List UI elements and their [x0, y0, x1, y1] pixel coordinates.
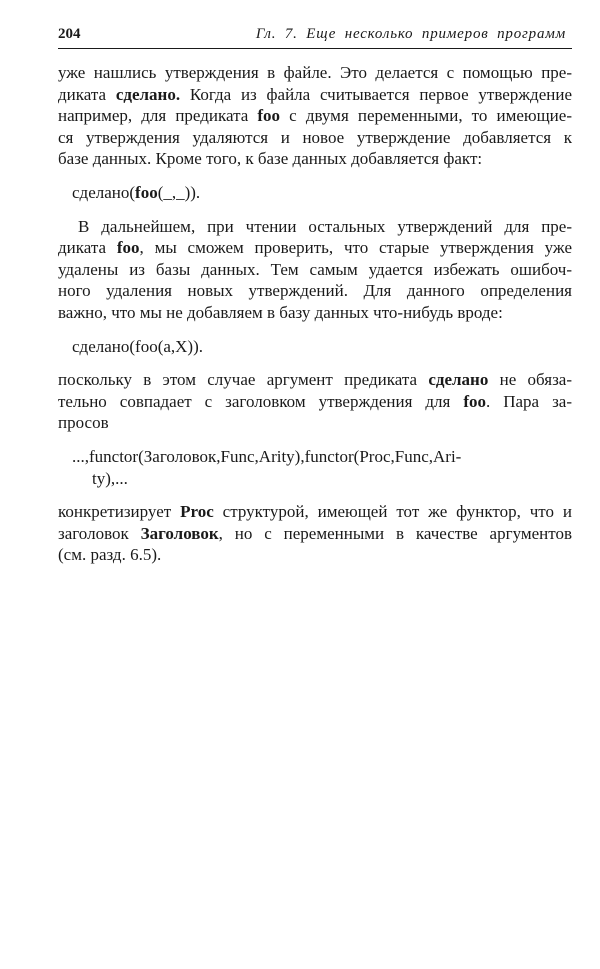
text-run: . Пара за- — [486, 391, 572, 411]
text-run: например, для предиката — [58, 106, 258, 126]
text-line — [58, 391, 572, 413]
bold-term: foo — [135, 182, 158, 202]
code-example-3 — [58, 446, 572, 489]
code-run: сделано( — [72, 182, 136, 202]
text-line — [58, 105, 572, 127]
text-line: удалены из базы данных. Тем самым удается избежать ошибоч- — [58, 259, 572, 279]
text-run: поскольку в этом случае аргумент предиката — [58, 370, 429, 390]
bold-term: сделано — [428, 370, 489, 390]
paragraph-2 — [58, 216, 572, 324]
text-line: уже нашлись утверждения в файле. Это делается с помощью пре- — [58, 63, 572, 82]
bold-term: foo — [257, 106, 281, 126]
paragraph-1 — [58, 62, 572, 170]
text-line: важно, что мы не добавляем в базу данных что-нибудь вроде: — [58, 302, 503, 322]
page-number: 204 — [58, 26, 81, 42]
text-run: , но с переменными в качестве аргументов — [218, 523, 572, 543]
bold-term: foo — [116, 238, 140, 258]
bold-term: foo — [463, 391, 486, 411]
text-run: не обяза- — [488, 370, 572, 390]
text-line: (см. разд. 6.5). — [58, 545, 162, 565]
running-title: Гл. 7. Еще несколько примеров программ — [255, 26, 566, 42]
bold-term: Заголовок — [140, 523, 219, 543]
text-line: ся утверждения удаляются и новое утверждение добавляется к — [58, 127, 572, 147]
text-run: Когда из файла считывается первое утверждение — [180, 84, 572, 104]
paragraph-4 — [58, 501, 572, 566]
bold-term: сделано. — [115, 84, 181, 104]
text-line — [58, 501, 572, 523]
text-line — [58, 237, 572, 259]
text-run: , мы сможем проверить, что старые утверждения уже — [139, 238, 572, 258]
text-line — [58, 369, 572, 391]
code-run: (_,_)). — [157, 182, 201, 202]
code-line: ...,functor(Заголовок,Func,Arity),functor(Proc,Func,Ari- — [72, 446, 462, 466]
text-run: диката — [58, 238, 117, 258]
text-line: В дальнейшем, при чтении остальных утверждений для пре- — [78, 216, 572, 236]
text-line — [58, 523, 572, 545]
text-run: диката — [58, 84, 116, 104]
text-run: заголовок — [58, 523, 141, 543]
page-header — [58, 26, 572, 49]
code-example-2: сделано(foo(a,X)). — [72, 336, 203, 356]
text-run: конкретизирует — [58, 502, 181, 522]
page-body — [58, 62, 572, 566]
paragraph-3 — [58, 369, 572, 434]
text-run: тельно совпадает с заголовком утверждения для — [58, 391, 464, 411]
code-example-1 — [58, 182, 572, 204]
text-line: ного удаления новых утверждений. Для данного определения — [58, 281, 572, 301]
text-line — [58, 84, 572, 106]
bold-term: Proc — [180, 502, 214, 522]
text-line: просов — [58, 413, 109, 433]
text-line: базе данных. Кроме того, к базе данных добавляется факт: — [58, 149, 483, 169]
text-run: структурой, имеющей тот же функтор, что и — [213, 502, 572, 522]
text-run: с двумя переменными, то имеющие- — [280, 106, 572, 126]
code-line: ty),... — [92, 468, 128, 488]
